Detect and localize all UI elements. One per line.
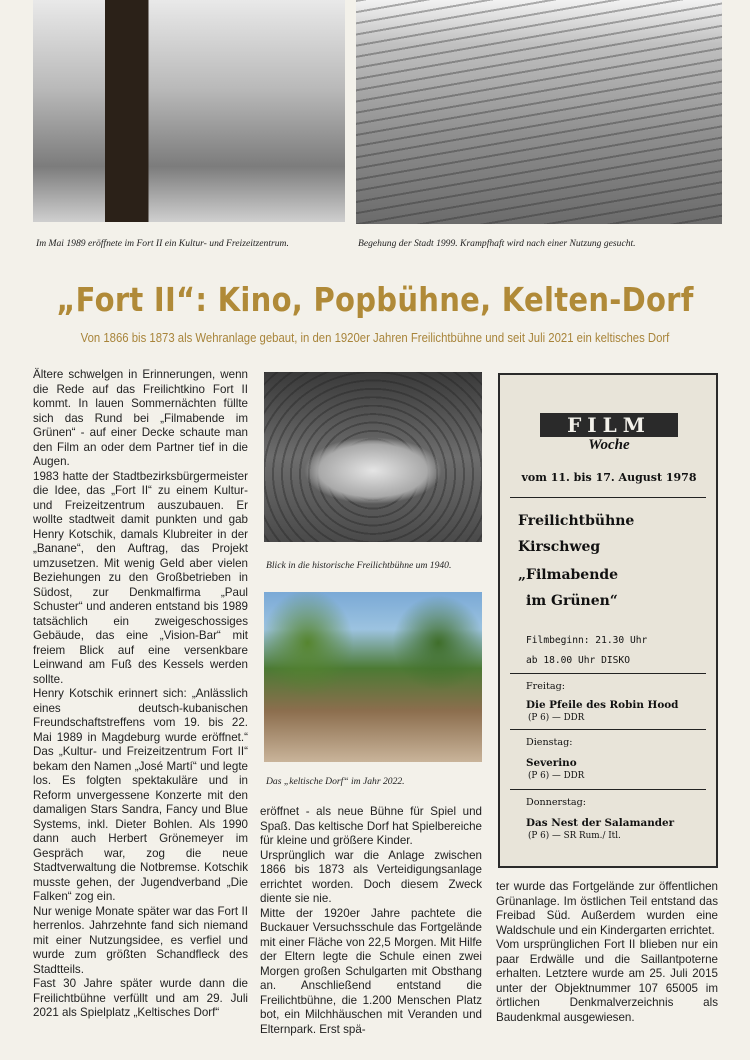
clipping-day-3: Donnerstag:: [526, 797, 586, 808]
paragraph: Ältere schwelgen in Erinnerungen, wenn die Rede auf das Freilichtkino Fort II kommt. In lauen Sommernächten füllte sich das Rund bei „Filmabende im Grünen“ - auf einer Decke schaute man den Film an oder dem Partner tief in die Augen.: [33, 368, 248, 468]
photo-begehung-1999: [356, 0, 722, 224]
clipping-film-1: Die Pfeile des Robin Hood: [526, 699, 679, 711]
caption-middle: Blick in die historische Freilichtbühne um 1940.: [266, 560, 452, 571]
filmwoche-logo-bottom: Woche: [588, 437, 630, 453]
filmwoche-logo-top: FILM: [540, 413, 678, 437]
clipping-start-time: Filmbeginn: 21.30 Uhr: [526, 635, 648, 646]
paragraph: Fast 30 Jahre später wurde dann die Freilichtbühne verfüllt und am 29. Juli 2021 als Spielplatz „Keltisches Dorf“: [33, 977, 248, 1019]
clipping-film-2: Severino: [526, 757, 577, 769]
clipping-film-3-info: (P 6) — SR Rum./ Itl.: [528, 831, 621, 841]
article-column-2: [260, 805, 482, 1037]
paragraph: Ursprünglich war die Anlage zwischen 1866 bis 1873 als Verteidigungsanlage errichtet worden. Doch diesem Zweck diente sie nie.: [260, 848, 482, 905]
caption-lower: Das „keltische Dorf“ im Jahr 2022.: [266, 776, 405, 787]
clipping-divider: [510, 729, 706, 730]
clipping-venue-2: Kirschweg: [518, 539, 601, 555]
clipping-event-2: im Grünen“: [526, 593, 618, 609]
paragraph: Mitte der 1920er Jahre pachtete die Buckauer Versuchsschule das Fortgelände mit einer Fläche von 22,5 Morgen. Mit Hilfe der Eltern legte die Schule einen zwei Morgen großen Schulgarten mit Obsthang an. Anschließend entstand die Freilichtbühne, die 1.200 Menschen Platz bot, ein Milchhäuschen mit Veranden und Elternpark. Erst spä-: [260, 906, 482, 1036]
paragraph: 1983 hatte der Stadtbezirksbürgermeister die Idee, das „Fort II“ zu einem Kultur- und Freizeitzentrum auszubauen. Er wollte stadtweit damit punkten und gab Henry Kotschik, damals Klubreiter in der „Banane“, den Auftrag, das Projekt umzusetzen. Mit wenig Geld aber vielen Beziehungen zu den Großbetrieben in Südost, zur Denkmalfirma „Paul Schuster“ und anderen entstand bis 1989 tatsächlich ein zweigeschossiges Gebäude, das eine „Vision-Bar“ mit freiem Blick auf eine versenkbare Leinwand am Fuß des Kessels werden sollte.: [33, 469, 248, 686]
filmwoche-logo: [540, 413, 678, 459]
photo-freilichtbuehne-1940: [264, 372, 482, 542]
clipping-event-1: „Filmabende: [518, 567, 619, 583]
photo-kulturzentrum-1989: [33, 0, 345, 222]
clipping-divider: [510, 789, 706, 790]
article-title: „Fort II“: Kino, Popbühne, Kelten-Dorf: [56, 280, 694, 319]
clipping-film-1-info: (P 6) — DDR: [528, 713, 585, 723]
caption-top-right: Begehung der Stadt 1999. Krampfhaft wird nach einer Nutzung gesucht.: [358, 238, 636, 249]
paragraph: Henry Kotschik erinnert sich: „Anlässlich eines deutsch-kubanischen Freundschaftstreffens vom 19. bis 22. Mai 1989 in Magdeburg wurde eröffnet.“ Das „Kultur- und Freizeitzentrum Fort II“ bekam den Namen „José Martí“ und legte los. Es folgten spektakuläre und in Reform unvergessene Konzerte mit den damaligen Stars Sandra, Fancy und Blue Systems, inkl. Dieter Bohlen. Als 1990 dann auch Herbert Grönemeyer im Gespräch war, zog die neue Stadtverwaltung die Notbremse. Kotschik musste gehen, der Jugendverband „Die Falken“ zog ein.: [33, 687, 248, 903]
clipping-disco: ab 18.00 Uhr DISKO: [526, 655, 630, 666]
paragraph: Vom ursprünglichen Fort II blieben nur ein paar Erdwälle und die Saillantpoterne erhalten. Letztere wurde am 25. Juli 2015 unter der Objektnummer 107 65005 im örtlichen Denkmalverzeichnis als Baudenkmal ausgewiesen.: [496, 938, 718, 1024]
filmwoche-clipping: [498, 373, 718, 868]
paragraph: Nur wenige Monate später war das Fort II herrenlos. Jahrzehnte fand sich niemand mit einer Nutzungsidee, es verfiel und wurde zum größten Schandfleck des Stadtteils.: [33, 904, 248, 976]
caption-top-left: Im Mai 1989 eröffnete im Fort II ein Kultur- und Freizeitzentrum.: [36, 238, 289, 249]
clipping-film-2-info: (P 6) — DDR: [528, 771, 585, 781]
clipping-dates: vom 11. bis 17. August 1978: [521, 471, 697, 484]
article-column-1: [33, 368, 248, 1021]
clipping-day-2: Dienstag:: [526, 737, 573, 748]
clipping-day-1: Freitag:: [526, 681, 565, 692]
clipping-divider: [510, 497, 706, 498]
clipping-venue-1: Freilichtbühne: [518, 513, 635, 529]
clipping-divider: [510, 673, 706, 674]
article-column-3: [496, 880, 718, 1025]
photo-keltisches-dorf-2022: [264, 592, 482, 762]
article-subtitle: Von 1866 bis 1873 als Wehranlage gebaut, in den 1920er Jahren Freilichtbühne und seit Juli 2021 ein keltisches Dorf: [80, 330, 670, 345]
paragraph: eröffnet - als neue Bühne für Spiel und Spaß. Das keltische Dorf hat Spielbereiche für kleine und größere Kinder.: [260, 805, 482, 847]
paragraph: ter wurde das Fortgelände zur öffentlichen Grünanlage. Im östlichen Teil entstand das Freibad Süd. Außerdem wurden eine Waldschule und ein Kindergarten errichtet.: [496, 880, 718, 937]
clipping-film-3: Das Nest der Salamander: [526, 817, 675, 829]
